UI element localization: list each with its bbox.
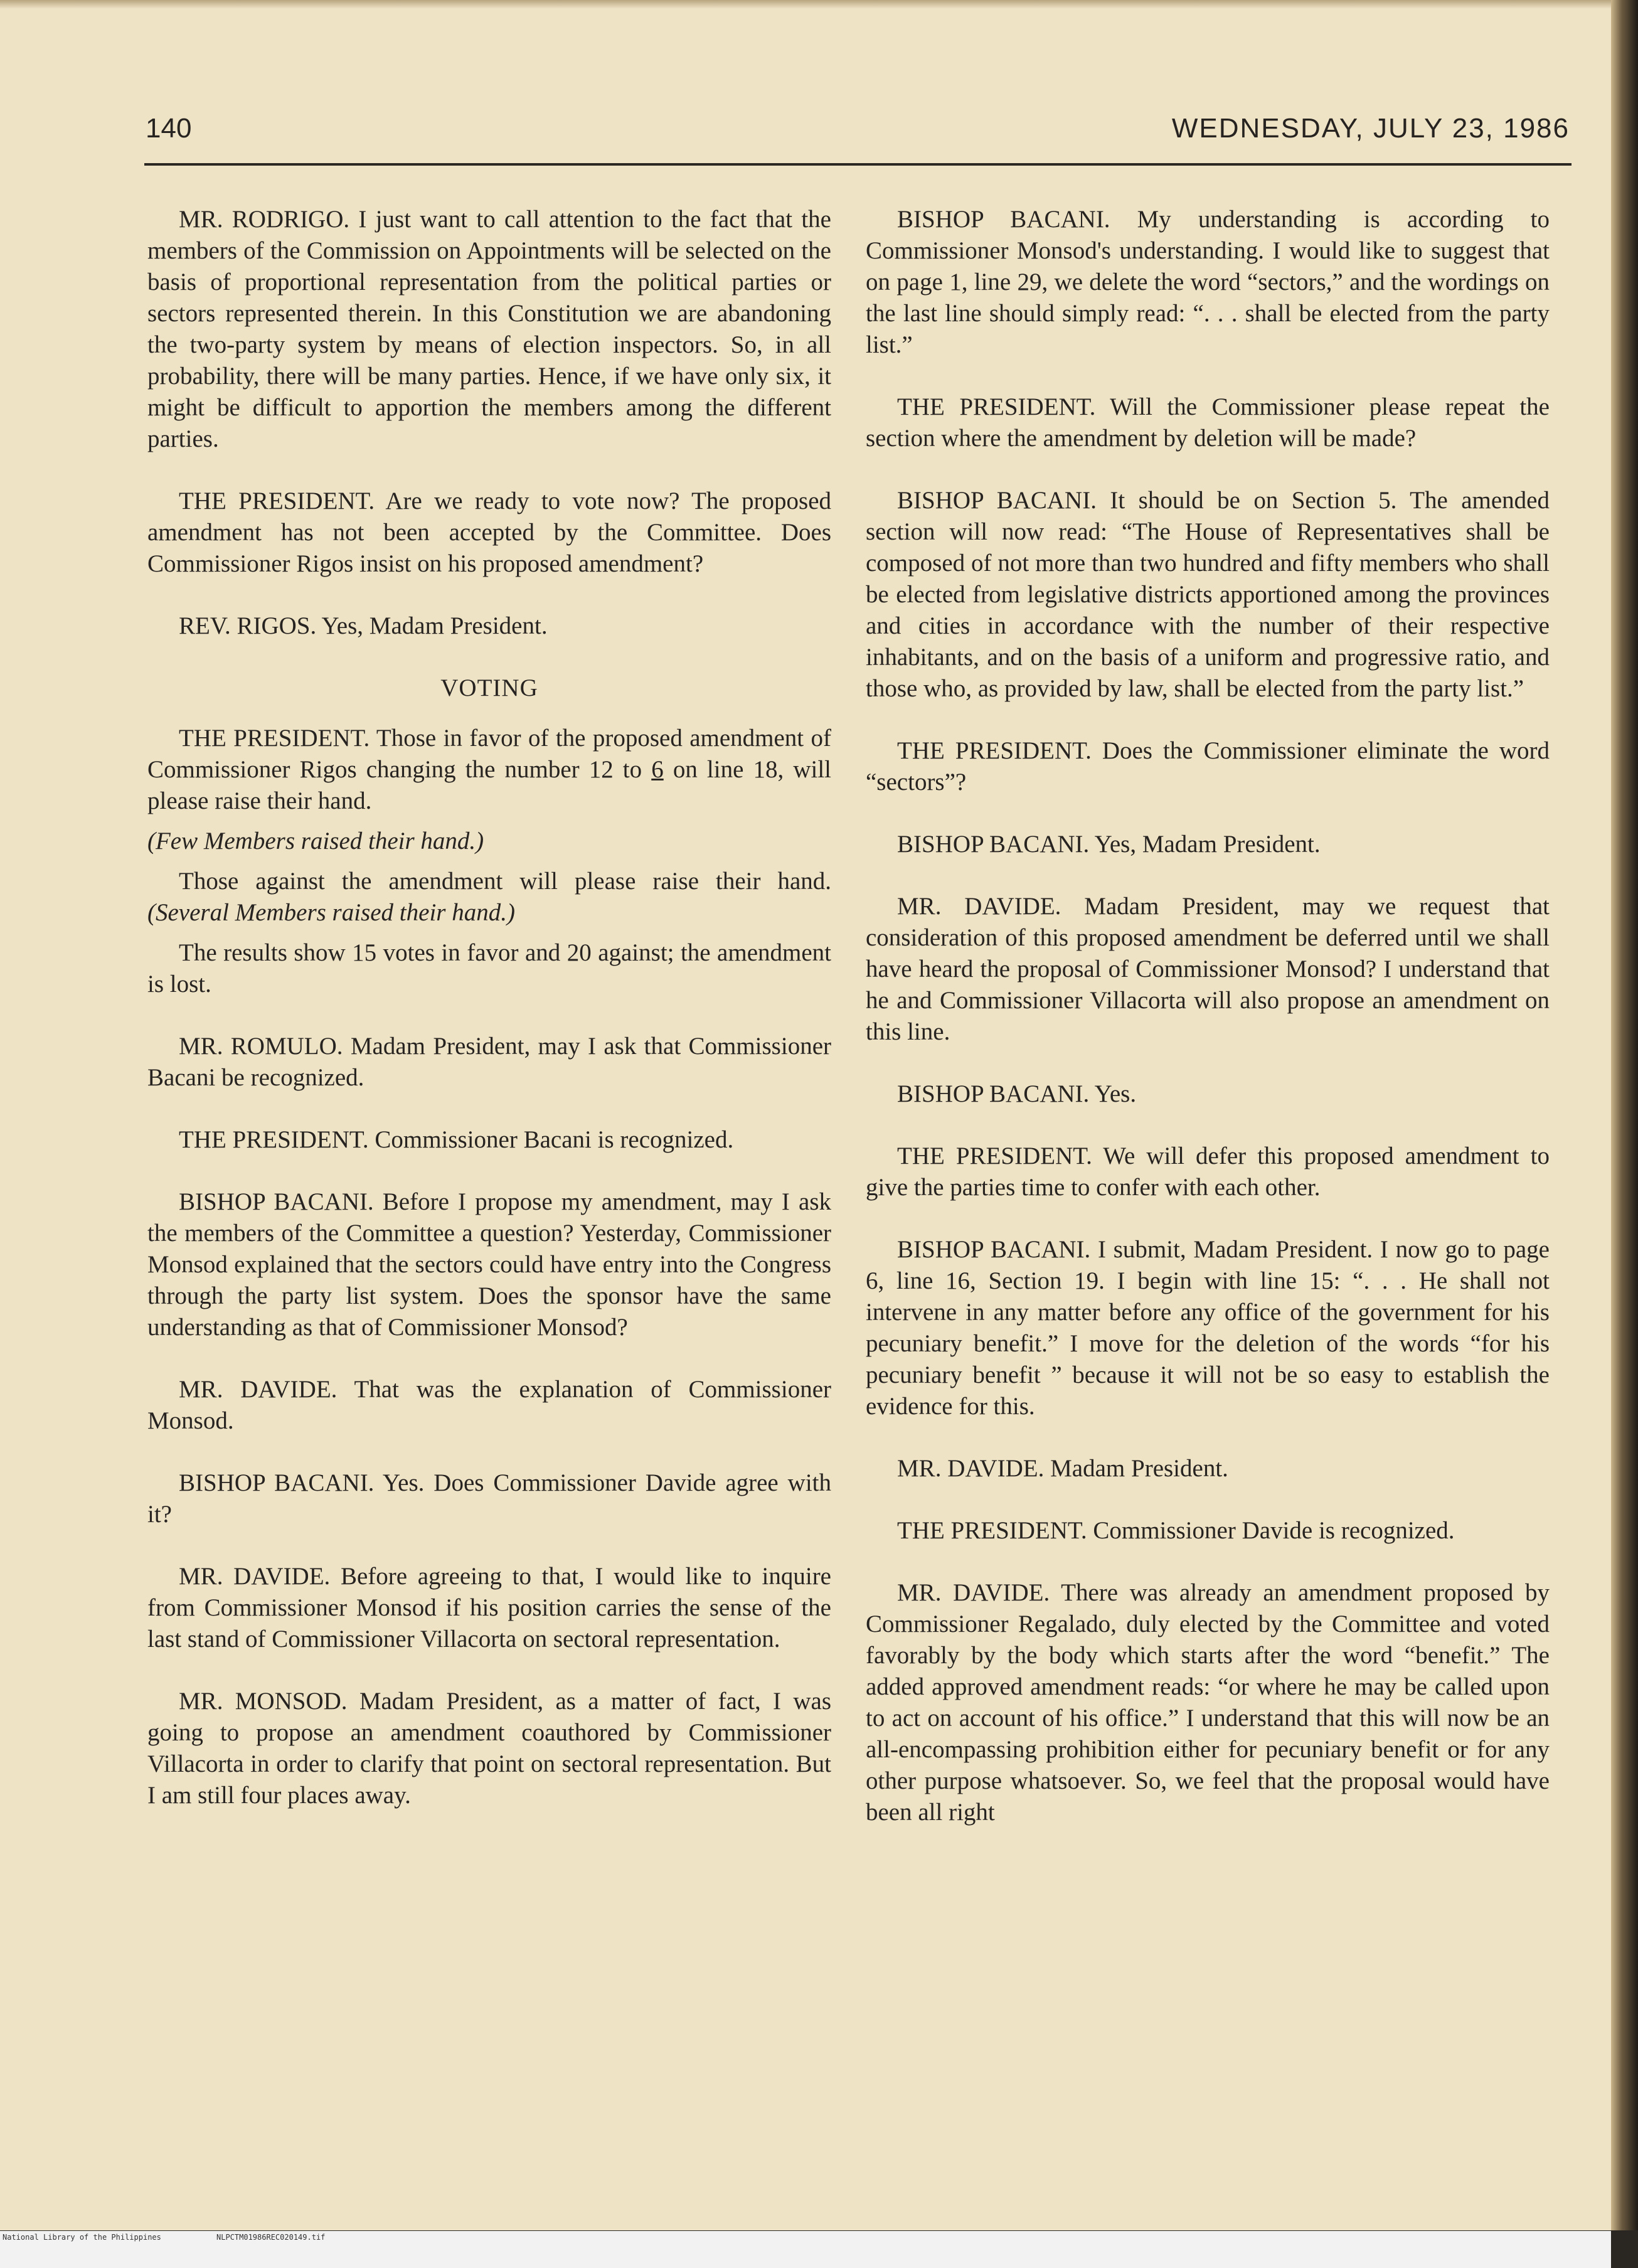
left-column [147,204,831,1842]
paragraph-text: THE PRESIDENT. Those in favor of the proposed amendment of Commissioner Rigos changing the number 12 to [147,725,831,783]
stage-direction [147,826,831,857]
paragraph: REV. RIGOS. Yes, Madam President. [179,612,548,639]
page-top-edge [0,0,1611,9]
paragraph: MR. RODRIGO. I just want to call attention to the fact that the members of the Commission on Appointments will be selected on the basis of proportional representation from the political parties or sectors represented therein. In this Constitution we are abandoning the two-party system by means of election inspectors. So, in all probability, there will be many parties. Hence, if we have only six, it might be difficult to apportion the members among the different parties. [147,206,831,452]
paragraph [147,723,831,817]
paragraph: THE PRESIDENT. Will the Commissioner please repeat the section where the amendment by deletion will be made? [866,393,1550,452]
stage-direction-text: (Several Members raised their hand.) [147,899,515,926]
paragraph: BISHOP BACANI. Yes, Madam President. [897,831,1321,858]
scan-footer [0,2231,1611,2268]
section-heading: VOTING [440,674,538,701]
paragraph-text: Those against the amendment will please raise their hand. [179,868,831,895]
right-column [866,204,1550,1859]
paragraph: THE PRESIDENT. Does the Commissioner eliminate the word “sectors”? [866,737,1550,796]
paragraph-text: on line 18, will please raise their hand. [147,756,831,814]
stage-direction-text: (Few Members raised their hand.) [147,828,484,854]
footer-library: National Library of the Philippines [3,2233,161,2242]
paragraph: THE PRESIDENT. Are we ready to vote now? The proposed amendment has not been accepted by the Committee. Does Commissioner Rigos insist on his proposed amendment? [147,487,831,577]
page-binding-edge [1611,0,1638,2230]
paragraph: THE PRESIDENT. Commissioner Bacani is recognized. [179,1126,734,1153]
paragraph: THE PRESIDENT. We will defer this proposed amendment to give the parties time to confer with each other. [866,1142,1550,1201]
paragraph: MR. DAVIDE. Before agreeing to that, I would like to inquire from Commissioner Monsod if his position carries the sense of the last stand of Commissioner Villacorta on sectoral representation. [147,1563,831,1653]
footer-filename: NLPCTM01986REC020149.tif [216,2233,326,2242]
paragraph: BISHOP BACANI. It should be on Section 5. The amended section will now read: “The House of Representatives shall be composed of not more than two hundred and fifty members who shall be elected from legislative districts apportioned among the provinces and cities in accordance with the number of their respective inhabitants, and on the basis of a uniform and progressive ratio, and those who, as provided by law, shall be elected from the party list.” [866,487,1550,702]
paragraph: MR. DAVIDE. There was already an amendment proposed by Commissioner Regalado, duly elected by the Committee and voted favorably by the body which starts after the word “benefit.” The added approved amendment reads: “or where he may be called upon to act on account of his office.” I understand that this will now be an all-encompassing prohibition either for pecuniary benefit or for any other purpose whatsoever. So, we feel that the proposal would have been all right [866,1579,1550,1826]
paragraph: MR. DAVIDE. Madam President. [897,1455,1228,1482]
header-rule [144,163,1572,166]
paragraph: BISHOP BACANI. Yes. [897,1080,1137,1107]
paragraph: MR. DAVIDE. That was the explanation of Commissioner Monsod. [147,1376,831,1434]
paragraph: THE PRESIDENT. Commissioner Davide is recognized. [897,1517,1455,1544]
paragraph: BISHOP BACANI. I submit, Madam President. I now go to page 6, line 16, Section 19. I begin with line 15: “. . . He shall not intervene in any matter before any office of the government for his pecuniary benefit.” I move for the deletion of the words “for his pecuniary benefit ” because it will not be so easy to establish the evidence for this. [866,1236,1550,1420]
paragraph: The results show 15 votes in favor and 20 against; the amendment is lost. [147,939,831,998]
paragraph: MR. MONSOD. Madam President, as a matter of fact, I was going to propose an amendment coauthored by Commissioner Villacorta in order to clarify that point on sectoral representation. But I am still four places away. [147,1688,831,1809]
page-number: 140 [146,113,192,144]
paragraph: BISHOP BACANI. My understanding is according to Commissioner Monsod's understanding. I would like to suggest that on page 1, line 29, we delete the word “sectors,” and the wordings on the last line should simply read: “. . . shall be elected from the party list.” [866,206,1550,358]
page-header [146,113,1570,157]
paragraph: BISHOP BACANI. Before I propose my amendment, may I ask the members of the Committee a question? Yesterday, Commissioner Monsod explained that the sectors could have entry into the Congress through the party list system. Does the sponsor have the same understanding as that of Commissioner Monsod? [147,1188,831,1341]
paragraph: MR. DAVIDE. Madam President, may we request that consideration of this proposed amendment be deferred until we shall have heard the proposal of Commissioner Monsod? I understand that he and Commissioner Villacorta will also propose an amendment on this line. [866,893,1550,1045]
underlined-number: 6 [651,756,664,783]
page-date: WEDNESDAY, JULY 23, 1986 [1171,113,1570,144]
paragraph: BISHOP BACANI. Yes. Does Commissioner Davide agree with it? [147,1469,831,1528]
paragraph [147,866,831,929]
paragraph: MR. ROMULO. Madam President, may I ask that Commissioner Bacani be recognized. [147,1033,831,1091]
